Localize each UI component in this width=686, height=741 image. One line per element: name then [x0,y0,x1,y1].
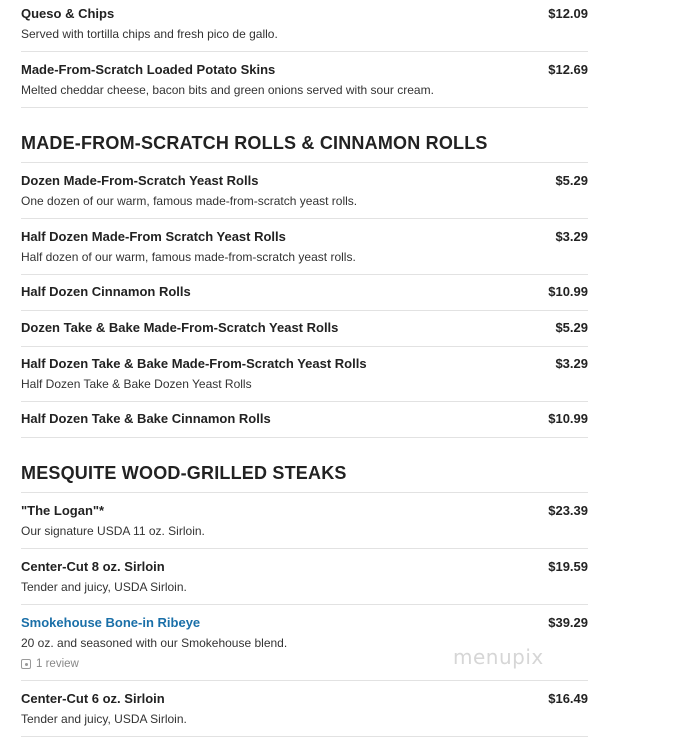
menu-item-description: Tender and juicy, USDA Sirloin. [21,712,187,726]
menu-item-description: Melted cheddar cheese, bacon bits and green onions served with sour cream. [21,83,434,97]
menu-item-name: Dozen Made-From-Scratch Yeast Rolls [21,173,259,188]
menu-item-price: $3.29 [555,229,588,244]
menu-item [21,681,588,737]
menu-item-name: Half Dozen Made-From Scratch Yeast Rolls [21,229,286,244]
menu-item-price: $12.69 [548,62,588,77]
menu-item-description: Half dozen of our warm, famous made-from-scratch yeast rolls. [21,250,356,264]
review-count: 1 review [36,658,79,670]
menu-item-price: $3.29 [555,356,588,371]
menu-item-name: Half Dozen Take & Bake Cinnamon Rolls [21,411,271,426]
menu-item [21,311,588,347]
menu-item-description: 20 oz. and seasoned with our Smokehouse blend. [21,636,288,650]
menu-item-name: Queso & Chips [21,6,115,21]
menu [21,0,588,737]
menu-item-description: Half Dozen Take & Bake Dozen Yeast Rolls [21,377,252,391]
menu-item-name: Dozen Take & Bake Made-From-Scratch Yeast Rolls [21,320,339,335]
menu-item-price: $10.99 [548,411,588,426]
section-title: MADE-FROM-SCRATCH ROLLS & CINNAMON ROLLS [21,108,588,163]
menu-item-description: Tender and juicy, USDA Sirloin. [21,580,187,594]
menu-item [21,219,588,275]
menu-item-price: $19.59 [548,559,588,574]
menu-item [21,549,588,605]
menu-item-name: Half Dozen Take & Bake Made-From-Scratch Yeast Rolls [21,356,367,371]
menu-item-name: Center-Cut 8 oz. Sirloin [21,559,165,574]
menu-item [21,402,588,438]
menu-item-name: Half Dozen Cinnamon Rolls [21,284,191,299]
menu-item-price: $10.99 [548,284,588,299]
menu-item-description: One dozen of our warm, famous made-from-scratch yeast rolls. [21,194,358,208]
menu-item [21,163,588,219]
menu-item-name: Made-From-Scratch Loaded Potato Skins [21,62,276,77]
menu-item-link[interactable]: Smokehouse Bone-in Ribeye [21,615,201,630]
menu-item-price: $16.49 [548,691,588,706]
menu-item-description: Our signature USDA 11 oz. Sirloin. [21,524,205,538]
section-title: MESQUITE WOOD-GRILLED STEAKS [21,438,588,493]
menu-item [21,493,588,549]
menu-item [21,0,588,52]
menu-item [21,347,588,402]
menu-item-price: $12.09 [548,6,588,21]
menu-item [21,52,588,108]
review-icon [21,659,31,669]
menu-item-price: $5.29 [555,173,588,188]
menu-item [21,275,588,311]
menu-item [21,605,588,681]
menu-item-price: $39.29 [548,615,588,630]
menu-item-name: "The Logan"* [21,503,105,518]
menu-item-price: $23.39 [548,503,588,518]
menu-item-description: Served with tortilla chips and fresh pico de gallo. [21,27,278,41]
menu-item-name: Center-Cut 6 oz. Sirloin [21,691,165,706]
menu-item-price: $5.29 [555,320,588,335]
watermark-logo: menupix [453,645,544,669]
